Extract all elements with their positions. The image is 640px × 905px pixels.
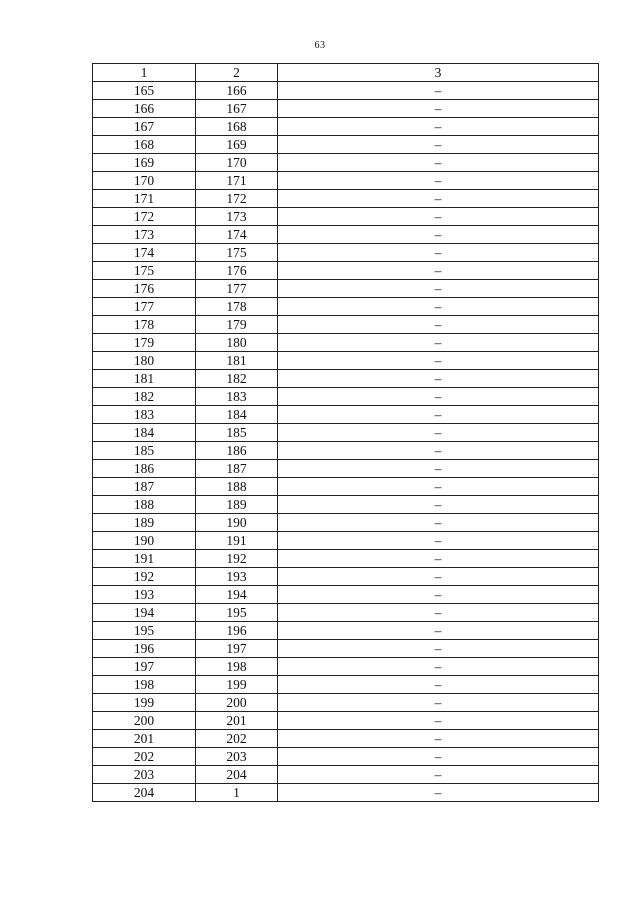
table-cell-col-3: – (278, 334, 599, 352)
table-row (93, 622, 599, 640)
table-row (93, 532, 599, 550)
table-row (93, 370, 599, 388)
table-cell-col-3: – (278, 532, 599, 550)
table-cell-col-2: 171 (196, 172, 278, 190)
table-cell-col-3: – (278, 460, 599, 478)
table-cell-col-2: 190 (196, 514, 278, 532)
table-cell-col-3: – (278, 172, 599, 190)
table-cell-col-3: – (278, 586, 599, 604)
table-cell-col-1: 173 (93, 226, 196, 244)
table-cell-col-3: – (278, 784, 599, 802)
table-row (93, 298, 599, 316)
table-cell-col-1: 204 (93, 784, 196, 802)
table-row (93, 604, 599, 622)
table-cell-col-1: 191 (93, 550, 196, 568)
table-cell-col-1: 189 (93, 514, 196, 532)
table-cell-col-3: – (278, 154, 599, 172)
table-row (93, 442, 599, 460)
table-cell-col-3: – (278, 316, 599, 334)
table-cell-col-1: 169 (93, 154, 196, 172)
table-cell-col-2: 174 (196, 226, 278, 244)
table-cell-col-1: 183 (93, 406, 196, 424)
table-cell-col-3: – (278, 100, 599, 118)
table-header (93, 64, 599, 82)
table-cell-col-1: 174 (93, 244, 196, 262)
table-row (93, 730, 599, 748)
column-header-3: 3 (278, 64, 599, 82)
data-table (92, 63, 599, 802)
table-cell-col-1: 165 (93, 82, 196, 100)
table-cell-col-3: – (278, 712, 599, 730)
table-cell-col-2: 193 (196, 568, 278, 586)
table-cell-col-2: 199 (196, 676, 278, 694)
table-cell-col-3: – (278, 730, 599, 748)
table-cell-col-1: 198 (93, 676, 196, 694)
table-cell-col-1: 194 (93, 604, 196, 622)
table-row (93, 334, 599, 352)
page-number: 63 (314, 40, 326, 51)
table-cell-col-2: 169 (196, 136, 278, 154)
column-header-1: 1 (93, 64, 196, 82)
table-row (93, 496, 599, 514)
table-cell-col-3: – (278, 658, 599, 676)
table-row (93, 226, 599, 244)
table-cell-col-2: 200 (196, 694, 278, 712)
table-cell-col-3: – (278, 640, 599, 658)
table-row (93, 676, 599, 694)
table-cell-col-2: 198 (196, 658, 278, 676)
table-cell-col-2: 192 (196, 550, 278, 568)
table-row (93, 748, 599, 766)
column-header-2: 2 (196, 64, 278, 82)
table-cell-col-3: – (278, 190, 599, 208)
table-cell-col-1: 193 (93, 586, 196, 604)
table-cell-col-2: 197 (196, 640, 278, 658)
table-row (93, 352, 599, 370)
table-cell-col-1: 186 (93, 460, 196, 478)
table-cell-col-3: – (278, 622, 599, 640)
table-cell-col-1: 182 (93, 388, 196, 406)
table-cell-col-2: 201 (196, 712, 278, 730)
table-cell-col-2: 203 (196, 748, 278, 766)
table-cell-col-3: – (278, 496, 599, 514)
table-row (93, 658, 599, 676)
table-cell-col-3: – (278, 244, 599, 262)
table-cell-col-3: – (278, 550, 599, 568)
table-cell-col-2: 172 (196, 190, 278, 208)
table-cell-col-2: 166 (196, 82, 278, 100)
table-cell-col-1: 177 (93, 298, 196, 316)
table-cell-col-1: 196 (93, 640, 196, 658)
table-cell-col-2: 184 (196, 406, 278, 424)
table-cell-col-3: – (278, 676, 599, 694)
table-cell-col-2: 191 (196, 532, 278, 550)
table-cell-col-3: – (278, 406, 599, 424)
table-cell-col-1: 170 (93, 172, 196, 190)
table-cell-col-1: 179 (93, 334, 196, 352)
table-cell-col-2: 185 (196, 424, 278, 442)
table-cell-col-3: – (278, 118, 599, 136)
table-row (93, 514, 599, 532)
table-row (93, 766, 599, 784)
table-cell-col-2: 183 (196, 388, 278, 406)
table-cell-col-1: 172 (93, 208, 196, 226)
table-cell-col-2: 187 (196, 460, 278, 478)
table-cell-col-3: – (278, 226, 599, 244)
header-row (93, 64, 599, 82)
table-cell-col-3: – (278, 748, 599, 766)
table-row (93, 172, 599, 190)
table-cell-col-3: – (278, 298, 599, 316)
table-cell-col-1: 201 (93, 730, 196, 748)
table-cell-col-1: 168 (93, 136, 196, 154)
table-row (93, 100, 599, 118)
table-cell-col-3: – (278, 208, 599, 226)
table-cell-col-1: 181 (93, 370, 196, 388)
table-cell-col-1: 199 (93, 694, 196, 712)
table-cell-col-2: 1 (196, 784, 278, 802)
table-cell-col-1: 175 (93, 262, 196, 280)
table-cell-col-2: 180 (196, 334, 278, 352)
table-row (93, 586, 599, 604)
table-cell-col-2: 202 (196, 730, 278, 748)
table-cell-col-2: 167 (196, 100, 278, 118)
table-cell-col-2: 173 (196, 208, 278, 226)
table-cell-col-3: – (278, 280, 599, 298)
table-row (93, 154, 599, 172)
table-row (93, 568, 599, 586)
table-cell-col-3: – (278, 766, 599, 784)
table-cell-col-2: 168 (196, 118, 278, 136)
table-cell-col-1: 197 (93, 658, 196, 676)
table-row (93, 262, 599, 280)
table-cell-col-3: – (278, 514, 599, 532)
table-cell-col-2: 196 (196, 622, 278, 640)
table-cell-col-3: – (278, 604, 599, 622)
table-body (93, 82, 599, 802)
table-row (93, 550, 599, 568)
table-cell-col-1: 188 (93, 496, 196, 514)
table-row (93, 784, 599, 802)
table-cell-col-1: 184 (93, 424, 196, 442)
table-cell-col-2: 194 (196, 586, 278, 604)
table-cell-col-2: 176 (196, 262, 278, 280)
table-cell-col-3: – (278, 352, 599, 370)
table-cell-col-2: 195 (196, 604, 278, 622)
table-cell-col-1: 166 (93, 100, 196, 118)
table-row (93, 424, 599, 442)
table-cell-col-3: – (278, 442, 599, 460)
table-row (93, 694, 599, 712)
table-cell-col-2: 170 (196, 154, 278, 172)
table-cell-col-1: 202 (93, 748, 196, 766)
table-cell-col-3: – (278, 424, 599, 442)
table-row (93, 316, 599, 334)
table-cell-col-1: 167 (93, 118, 196, 136)
table-row (93, 460, 599, 478)
table-cell-col-1: 180 (93, 352, 196, 370)
table-row (93, 136, 599, 154)
table-row (93, 388, 599, 406)
table-cell-col-1: 200 (93, 712, 196, 730)
table-row (93, 190, 599, 208)
table-cell-col-2: 188 (196, 478, 278, 496)
table-cell-col-2: 179 (196, 316, 278, 334)
table-cell-col-2: 204 (196, 766, 278, 784)
table-cell-col-1: 176 (93, 280, 196, 298)
table-cell-col-1: 185 (93, 442, 196, 460)
table-cell-col-3: – (278, 568, 599, 586)
table-row (93, 640, 599, 658)
table-row (93, 208, 599, 226)
table-row (93, 280, 599, 298)
table-row (93, 478, 599, 496)
table-cell-col-2: 181 (196, 352, 278, 370)
table-cell-col-1: 195 (93, 622, 196, 640)
table-cell-col-1: 178 (93, 316, 196, 334)
table-cell-col-1: 192 (93, 568, 196, 586)
table-cell-col-1: 203 (93, 766, 196, 784)
table-cell-col-3: – (278, 262, 599, 280)
table-row (93, 712, 599, 730)
table-row (93, 406, 599, 424)
table-cell-col-1: 190 (93, 532, 196, 550)
table-row (93, 244, 599, 262)
table-cell-col-2: 189 (196, 496, 278, 514)
table-cell-col-2: 182 (196, 370, 278, 388)
table-cell-col-3: – (278, 136, 599, 154)
table-cell-col-1: 171 (93, 190, 196, 208)
table-cell-col-2: 186 (196, 442, 278, 460)
table-cell-col-1: 187 (93, 478, 196, 496)
table-cell-col-3: – (278, 478, 599, 496)
table-row (93, 82, 599, 100)
table-cell-col-3: – (278, 82, 599, 100)
table-cell-col-3: – (278, 370, 599, 388)
table-cell-col-3: – (278, 694, 599, 712)
table-row (93, 118, 599, 136)
table-cell-col-2: 175 (196, 244, 278, 262)
table-cell-col-2: 178 (196, 298, 278, 316)
table-cell-col-2: 177 (196, 280, 278, 298)
table-cell-col-3: – (278, 388, 599, 406)
